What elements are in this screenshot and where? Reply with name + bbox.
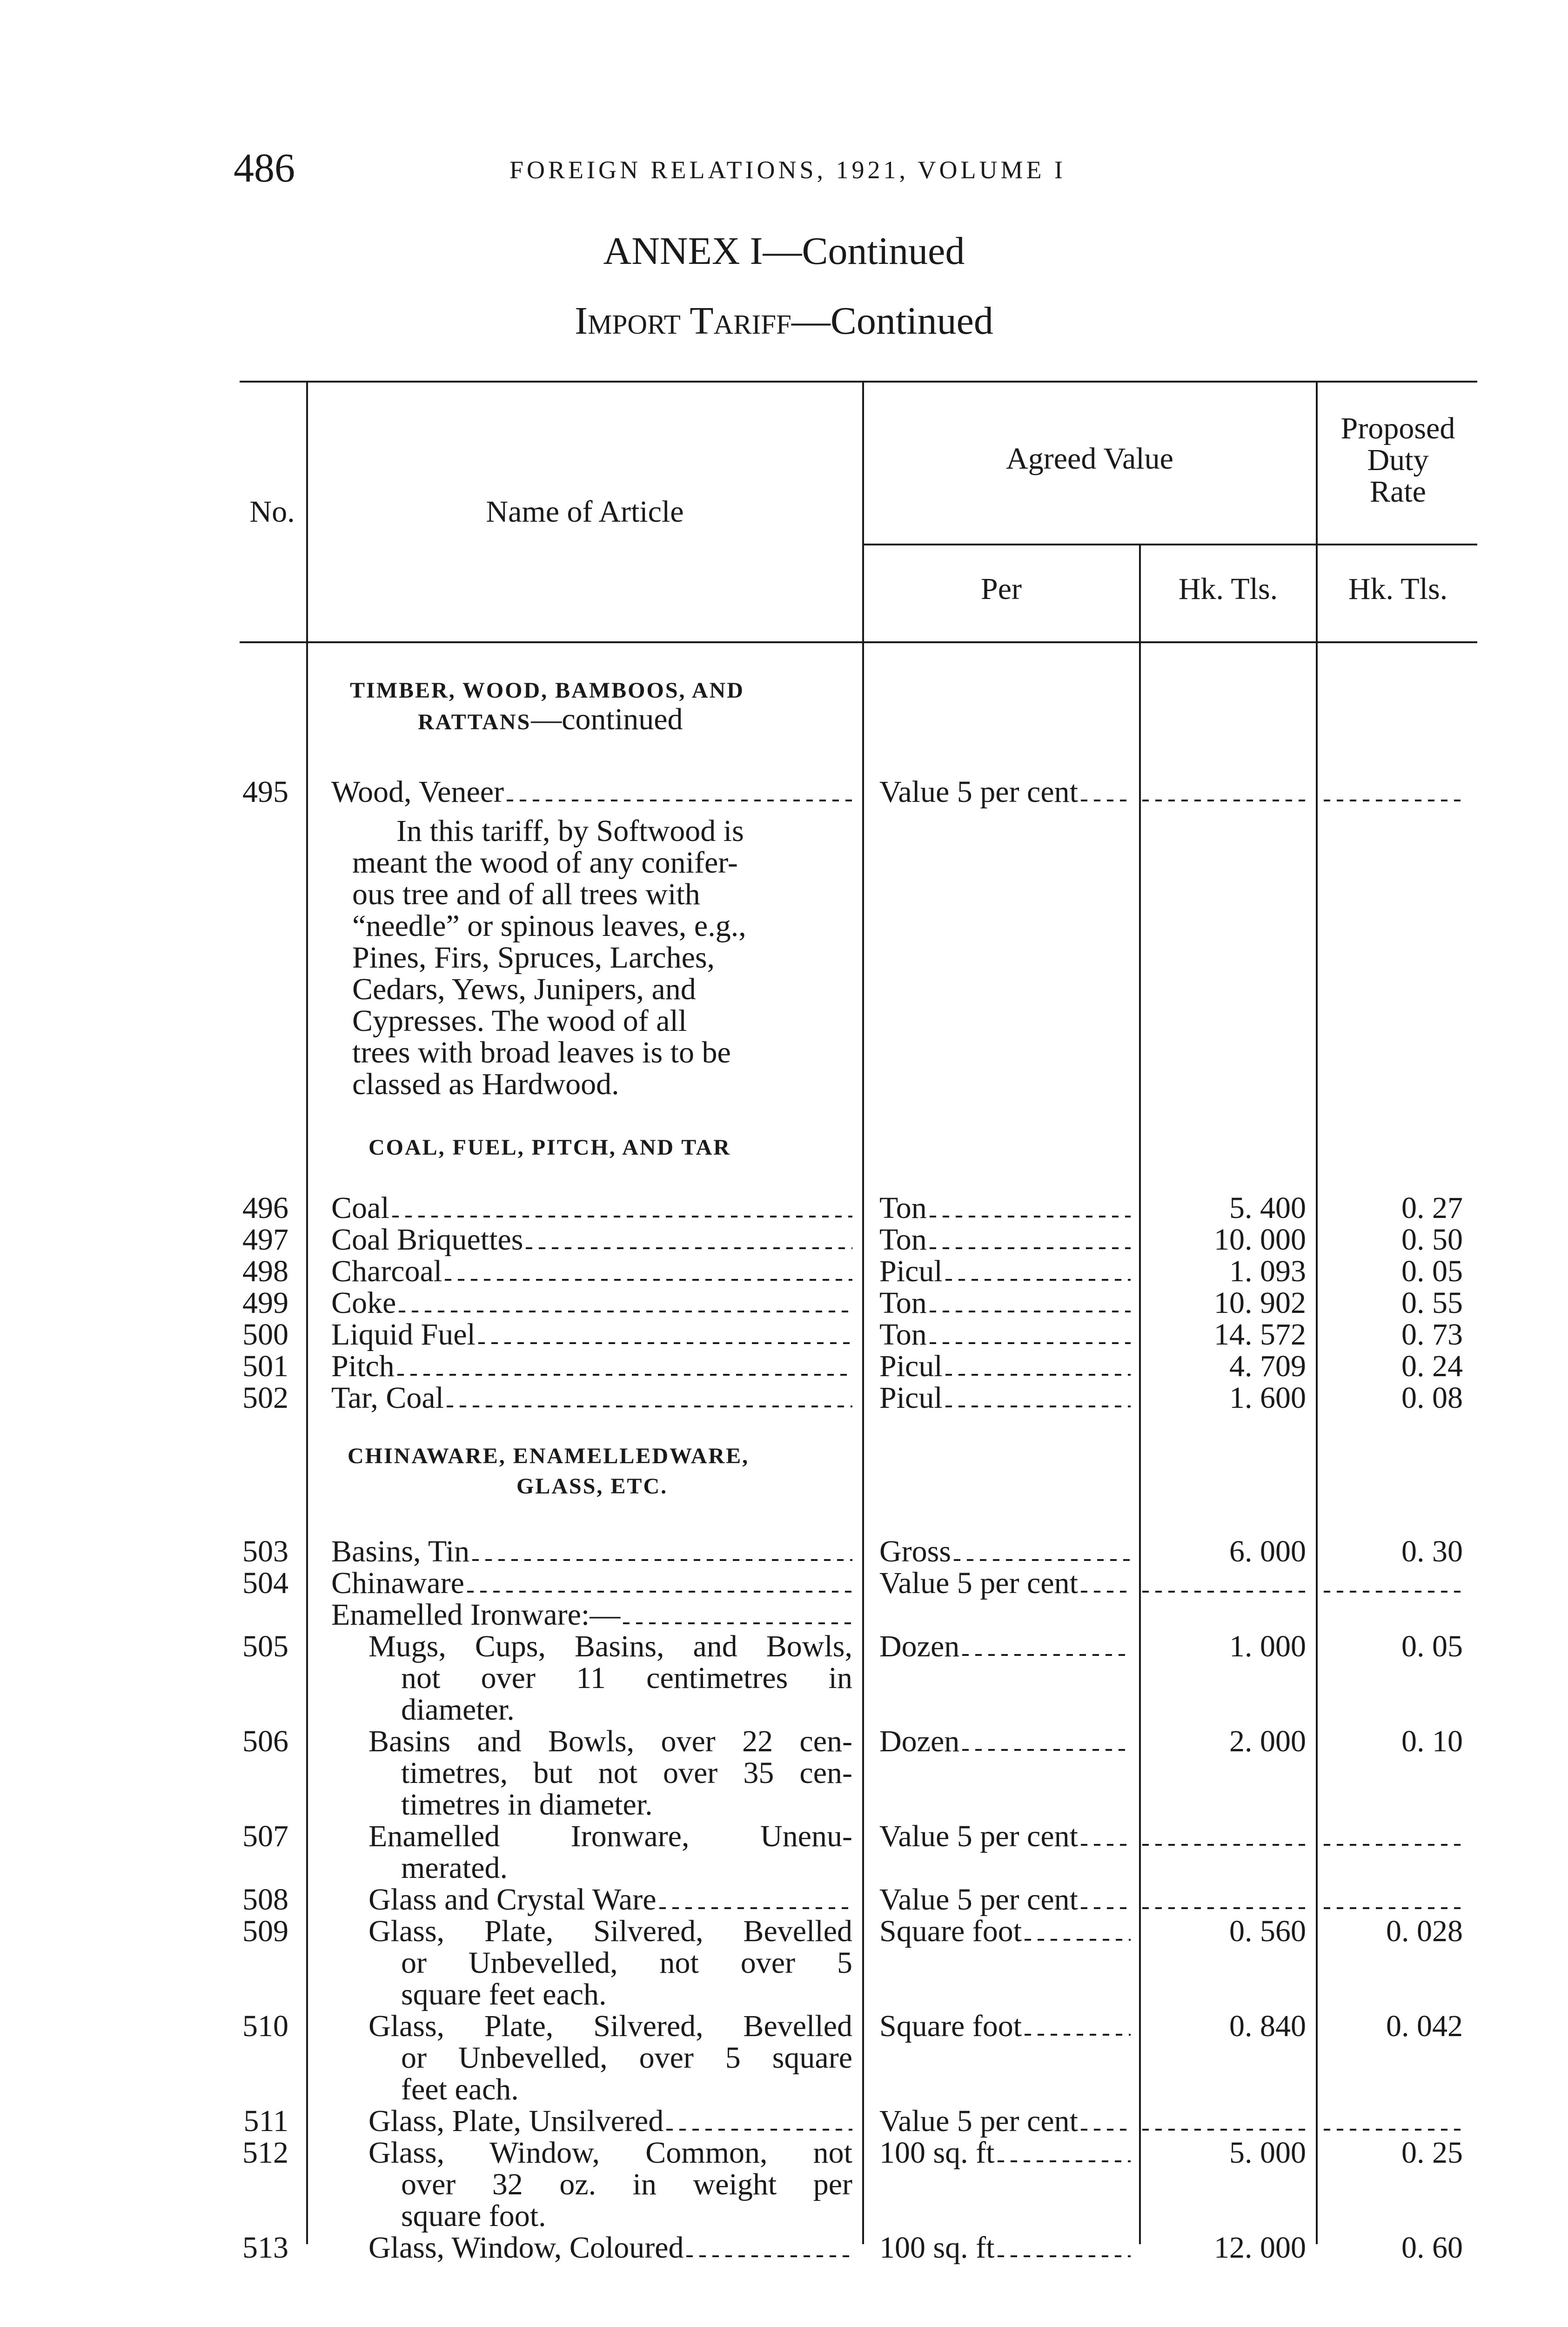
agreed-per: Square foot: [879, 1914, 1022, 1948]
agreed-value-tls: 0. 840: [1229, 2009, 1306, 2043]
article-name: Glass, Plate, Unsilvered: [369, 2104, 664, 2138]
per-leader: [1081, 2129, 1131, 2131]
per-leader: [945, 1374, 1131, 1376]
article-name: square foot.: [401, 2199, 546, 2233]
row-number: 509: [242, 1914, 288, 1948]
duty-dash: [1324, 800, 1466, 801]
row-number: 502: [242, 1381, 288, 1415]
col-rule-1: [306, 383, 308, 2244]
agreed-value-tls: 6. 000: [1229, 1534, 1306, 1568]
proposed-duty-tls: 0. 50: [1401, 1223, 1463, 1257]
proposed-duty-tls: 0. 08: [1401, 1381, 1463, 1415]
agreed-per: Value 5 per cent: [879, 2104, 1078, 2138]
row-number: 507: [242, 1819, 288, 1853]
duty-dash: [1324, 2129, 1466, 2131]
row-number: 506: [242, 1724, 288, 1758]
col-head-proposed-1: Proposed: [1340, 411, 1455, 445]
agreed-per: Ton: [879, 1318, 927, 1352]
agreed-per: Dozen: [879, 1629, 960, 1663]
value-dash: [1142, 2129, 1310, 2131]
col-head-no: No.: [249, 495, 295, 529]
agreed-per: Gross: [879, 1534, 952, 1568]
softwood-note: [352, 815, 843, 1100]
section-head-timber: [350, 675, 744, 706]
article-name: Liquid Fuel: [331, 1318, 476, 1352]
row-number: 505: [242, 1629, 288, 1663]
row-number: 497: [242, 1223, 288, 1257]
name-leader: [397, 1374, 852, 1376]
article-name: over 32 oz. in weight per: [401, 2167, 852, 2201]
note-line: ous tree and of all trees with: [352, 877, 700, 911]
per-leader: [954, 1559, 1131, 1561]
per-leader: [930, 1342, 1131, 1344]
per-leader: [930, 1247, 1131, 1249]
proposed-duty-tls: 0. 05: [1401, 1254, 1463, 1288]
per-leader: [1025, 2034, 1131, 2036]
note-line: In this tariff, by Softwood is: [396, 814, 744, 848]
value-dash: [1142, 1844, 1310, 1846]
article-name: or Unbevelled, not over 5: [401, 1946, 852, 1980]
article-name: Enamelled Ironware, Unenu-: [369, 1819, 852, 1853]
article-name: Glass, Window, Common, not: [369, 2136, 852, 2170]
article-name: timetres in diameter.: [401, 1788, 653, 1822]
per-leader: [1081, 1844, 1131, 1846]
article-name: feet each.: [401, 2072, 519, 2106]
article-name: Charcoal: [331, 1254, 442, 1288]
per-leader: [1081, 800, 1131, 801]
row-number: 504: [242, 1566, 288, 1600]
agreed-per: Picul: [879, 1381, 943, 1415]
article-name: Glass and Crystal Ware: [369, 1883, 657, 1917]
article-name: not over 11 centimetres in: [401, 1661, 852, 1695]
name-leader: [467, 1591, 852, 1593]
article-name: Basins and Bowls, over 22 cen-: [369, 1724, 852, 1758]
note-line: Cedars, Yews, Junipers, and: [352, 972, 696, 1006]
subtitle-rest: —Continued: [791, 299, 993, 343]
proposed-duty-tls: 0. 60: [1401, 2231, 1463, 2265]
proposed-duty-tls: 0. 30: [1401, 1534, 1463, 1568]
name-leader: [392, 1216, 852, 1217]
col-head-proposed-3: Rate: [1370, 475, 1426, 509]
proposed-duty-tls: 0. 27: [1401, 1191, 1463, 1225]
running-title: FOREIGN RELATIONS, 1921, VOLUME I: [509, 156, 1066, 184]
row-number: 512: [242, 2136, 288, 2170]
article-name: Pitch: [331, 1349, 395, 1383]
row-number: 496: [242, 1191, 288, 1225]
note-line: classed as Hardwood.: [352, 1067, 619, 1101]
duty-dash: [1324, 1907, 1466, 1909]
article-name: square feet each.: [401, 1977, 607, 2011]
section-head-china-line-1: CHINAWARE, ENAMELLEDWARE,: [348, 1444, 750, 1468]
agreed-value-tls: 2. 000: [1229, 1724, 1306, 1758]
section-head-timber-rattans: RATTANS: [418, 710, 531, 734]
proposed-duty-tls: 0. 028: [1386, 1914, 1463, 1948]
agreed-per: Picul: [879, 1254, 943, 1288]
agreed-value-tls: 1. 093: [1229, 1254, 1306, 1288]
article-name: Mugs, Cups, Basins, and Bowls,: [369, 1629, 852, 1663]
agreed-per: Picul: [879, 1349, 943, 1383]
proposed-duty-tls: 0. 05: [1401, 1629, 1463, 1663]
section-head-timber-line-2: [418, 704, 683, 738]
article-name: Coke: [331, 1286, 396, 1320]
article-name: Tar, Coal: [331, 1381, 444, 1415]
per-leader: [962, 1749, 1131, 1751]
duty-dash: [1324, 1844, 1466, 1846]
per-leader: [998, 2255, 1131, 2257]
note-line: trees with broad leaves is to be: [352, 1036, 731, 1069]
name-leader: [447, 1406, 852, 1407]
name-leader: [623, 1622, 852, 1624]
annex-title: ANNEX I—Continued: [603, 229, 965, 273]
article-name: Glass, Window, Coloured: [369, 2231, 684, 2265]
name-leader: [526, 1247, 852, 1249]
col-head-name: Name of Article: [486, 495, 684, 529]
article-name: diameter.: [401, 1693, 515, 1727]
name-leader: [399, 1311, 852, 1312]
agreed-value-rule: [863, 544, 1477, 545]
agreed-per: Value 5 per cent: [879, 1566, 1078, 1600]
agreed-value-tls: 14. 572: [1214, 1318, 1306, 1352]
note-line: Cypresses. The wood of all: [352, 1004, 687, 1038]
col-head-duty-tls: Hk. Tls.: [1348, 572, 1448, 606]
col-head-proposed-2: Duty: [1367, 443, 1429, 477]
section-head-timber-continued: —continued: [531, 702, 683, 736]
article-name: Glass, Plate, Silvered, Bevelled: [369, 2009, 852, 2043]
section-head-timber-line-1: TIMBER, WOOD, BAMBOOS, AND: [350, 678, 744, 703]
value-dash: [1142, 800, 1310, 801]
subtitle: [0, 299, 1568, 343]
name-leader: [666, 2129, 852, 2131]
row-number: 510: [242, 2009, 288, 2043]
page-number: 486: [234, 146, 295, 191]
per-leader: [930, 1311, 1131, 1312]
agreed-value-tls: 10. 000: [1214, 1223, 1306, 1257]
value-dash: [1142, 1591, 1310, 1593]
agreed-per: Value 5 per cent: [879, 1883, 1078, 1917]
row-number: 503: [242, 1534, 288, 1568]
name-leader: [507, 800, 852, 801]
agreed-per: 100 sq. ft: [879, 2231, 995, 2265]
per-leader: [998, 2160, 1131, 2162]
per-leader: [1081, 1591, 1131, 1593]
agreed-per: Value 5 per cent: [879, 1819, 1078, 1853]
article-name: Coal: [331, 1191, 389, 1225]
article-name: timetres, but not over 35 cen-: [401, 1756, 852, 1790]
proposed-duty-tls: 0. 10: [1401, 1724, 1463, 1758]
name-leader: [478, 1342, 852, 1344]
note-line: Pines, Firs, Spruces, Larches,: [352, 941, 715, 975]
row-number: 498: [242, 1254, 288, 1288]
row-number: 513: [242, 2231, 288, 2265]
article-name: Glass, Plate, Silvered, Bevelled: [369, 1914, 852, 1948]
value-dash: [1142, 1907, 1310, 1909]
col-rule-2: [862, 383, 864, 2244]
row-number: 511: [243, 2104, 288, 2138]
proposed-duty-tls: 0. 25: [1401, 2136, 1463, 2170]
agreed-per: Value 5 per cent: [879, 775, 1078, 809]
name-leader: [686, 2255, 852, 2257]
per-leader: [1025, 1939, 1131, 1941]
col-head-value-tls: Hk. Tls.: [1178, 572, 1278, 606]
proposed-duty-tls: 0. 042: [1386, 2009, 1463, 2043]
note-line: meant the wood of any conifer-: [352, 846, 738, 880]
article-name: Coal Briquettes: [331, 1223, 523, 1257]
proposed-duty-tls: 0. 24: [1401, 1349, 1463, 1383]
agreed-per: Ton: [879, 1286, 927, 1320]
name-leader: [445, 1279, 852, 1281]
header-bottom-rule: [240, 641, 1477, 643]
name-leader: [659, 1907, 853, 1909]
col-head-agreed: Agreed Value: [1006, 442, 1173, 476]
agreed-value-tls: 5. 400: [1229, 1191, 1306, 1225]
per-leader: [930, 1216, 1131, 1217]
name-leader: [472, 1559, 852, 1561]
agreed-per: Square foot: [879, 2009, 1022, 2043]
agreed-per: Ton: [879, 1223, 927, 1257]
col-head-per: Per: [981, 572, 1022, 606]
proposed-duty-tls: 0. 73: [1401, 1318, 1463, 1352]
section-head-coal: COAL, FUEL, PITCH, AND TAR: [369, 1135, 731, 1160]
per-leader: [962, 1654, 1131, 1656]
table-top-rule: [240, 381, 1477, 383]
article-name: Enamelled Ironware:—: [331, 1598, 621, 1632]
agreed-value-tls: 12. 000: [1214, 2231, 1306, 2265]
per-leader: [1081, 1907, 1131, 1909]
note-line: “needle” or spinous leaves, e.g.,: [352, 909, 746, 943]
article-name: Chinaware: [331, 1566, 464, 1600]
agreed-value-tls: 4. 709: [1229, 1349, 1306, 1383]
agreed-value-tls: 10. 902: [1214, 1286, 1306, 1320]
section-head-china-line-2: GLASS, ETC.: [516, 1474, 668, 1499]
agreed-per: Ton: [879, 1191, 927, 1225]
article-name: merated.: [401, 1851, 508, 1885]
article-name: Basins, Tin: [331, 1534, 470, 1568]
row-number: 499: [242, 1286, 288, 1320]
row-number: 501: [242, 1349, 288, 1383]
subtitle-smallcaps: Import Tariff: [575, 299, 791, 343]
article-name: or Unbevelled, over 5 square: [401, 2041, 852, 2075]
row-number: 500: [242, 1318, 288, 1352]
agreed-value-tls: 5. 000: [1229, 2136, 1306, 2170]
agreed-per: Dozen: [879, 1724, 960, 1758]
proposed-duty-tls: 0. 55: [1401, 1286, 1463, 1320]
agreed-per: 100 sq. ft: [879, 2136, 995, 2170]
duty-dash: [1324, 1591, 1466, 1593]
agreed-value-tls: 1. 600: [1229, 1381, 1306, 1415]
agreed-value-tls: 0. 560: [1229, 1914, 1306, 1948]
per-leader: [945, 1406, 1131, 1407]
per-leader: [945, 1279, 1131, 1281]
article-name: Wood, Veneer: [331, 775, 504, 809]
row-number: 508: [242, 1883, 288, 1917]
agreed-value-tls: 1. 000: [1229, 1629, 1306, 1663]
row-number: 495: [242, 775, 288, 809]
